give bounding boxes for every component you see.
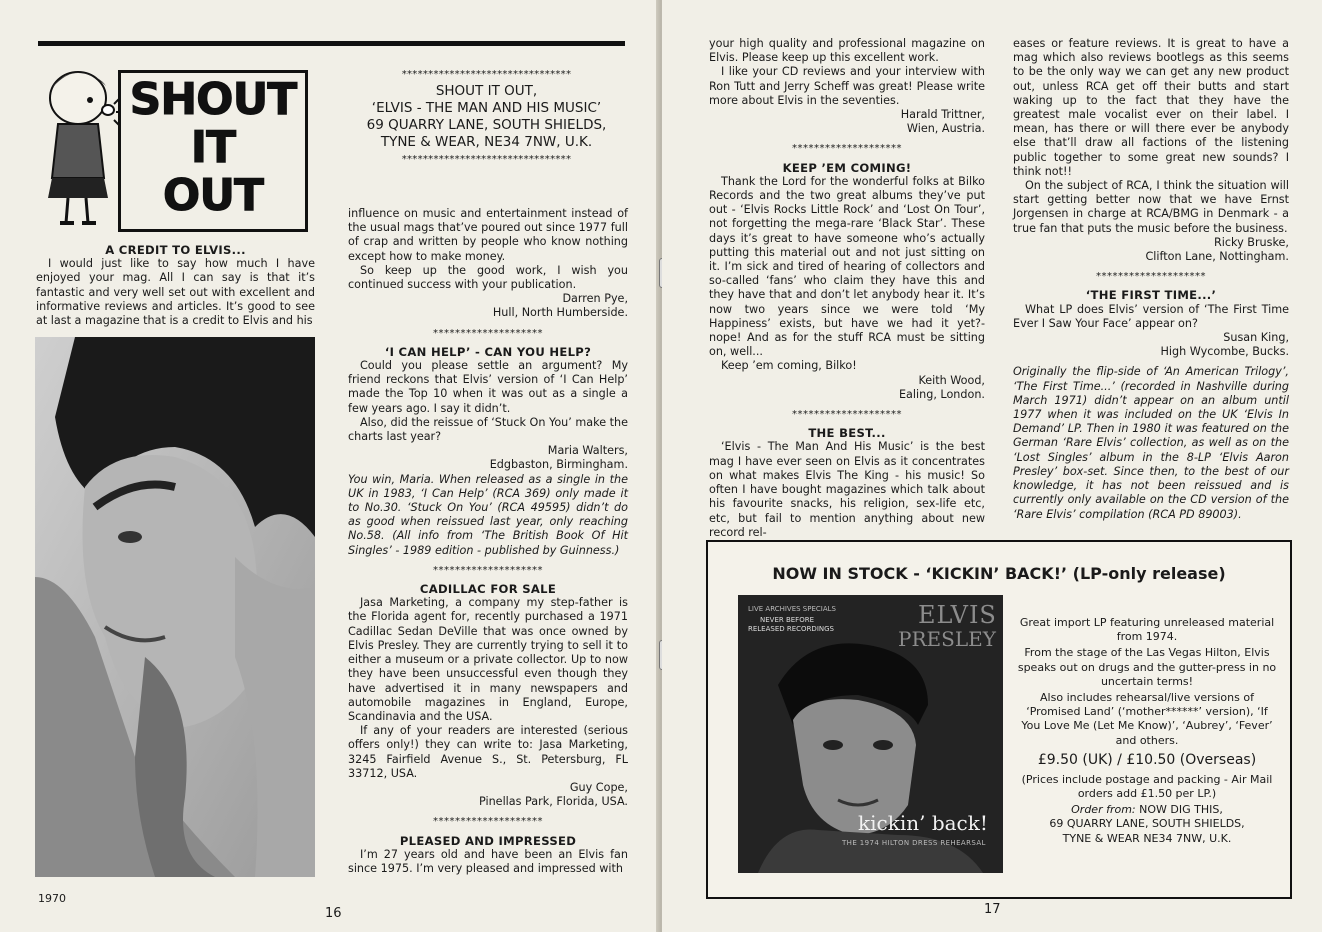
letter-heading: A CREDIT TO ELVIS... [105, 243, 246, 257]
letter-signature: Harald Trittner, [900, 108, 985, 122]
order-line: NOW DIG THIS, [1139, 803, 1223, 817]
letter-signature: Maria Walters, [547, 444, 628, 458]
letter-body: So keep up the good work, I wish you continued success with your publication. [348, 263, 628, 292]
elvis-1970-photo [35, 337, 315, 877]
letter-signature-place: Hull, North Humberside. [492, 306, 628, 320]
order-line: TYNE & WEAR NE34 7NW, U.K. [1062, 831, 1232, 845]
letter-body: Could you please settle an argument? My friend reckons that Elvis’ version of ‘I Can Help’ made the Top 10 when it was out as a single a few years ago. I say it didn’t. [348, 359, 628, 415]
letter-heading: CADILLAC FOR SALE [419, 582, 557, 597]
page-number: 16 [325, 906, 342, 921]
letter-signature-place: High Wycombe, Bucks. [1160, 345, 1289, 359]
letter-body: Keep ’em coming, Bilko! [721, 359, 857, 373]
cover-label: RELEASED RECORDINGS [748, 625, 834, 633]
cover-artist: PRESLEY [898, 627, 996, 651]
stars-divider: ******************** [433, 327, 543, 339]
letter-signature: Ricky Bruske, [1213, 235, 1289, 249]
stars-divider: ******************** [1096, 271, 1206, 283]
letter-body: I like your CD reviews and your interview with Ron Tutt and Jerry Scheff was great! Please write more about Elvis in the seventies. [709, 65, 985, 107]
stars-divider: ******************** [792, 409, 902, 421]
cover-title: kickin’ back! [858, 811, 988, 835]
editor-reply: Originally the flip-side of ‘An American Trilogy’, ‘The First Time...’ (recorded in Nashville during March 1971) didn’t appear on an album until 1977 when it was included on the UK ‘Elvis In Demand’ LP. Then in 1980 it was featured on the German ‘Rare Elvis’ collection, as well as on the ‘Lost Singles’ album in the 8-LP ‘Elvis Aaron Presley’ box-set. Since then, to the best of our knowledge, it has not been reissued and is currently only available on the CD version of the ‘Rare Elvis’ compilation (RCA PD 89003). [1013, 365, 1289, 521]
advert-line: From the stage of the Las Vegas Hilton, Elvis speaks out on drugs and the gutter-press in no uncertain terms! [1017, 646, 1277, 688]
letter-body: Thank the Lord for the wonderful folks at Bilko Records and the two great albums they’ve put out - ‘Elvis Rocks Little Rock’ and ‘Lost On Tour’, not forgetting the mega-rare ‘Black Star’. These days it’s great to have someone who’s actually putting this material out and not just sitting on it. I’m sick and tired of hearing of collectors and so-called ‘fans’ who claim they have this and they have that and don’t let anybody hear it. It’s now two years since we were told ‘My Happiness’ exists, but have we had it yet?- nope! And as for the stuff RCA must be sitting on, well... [709, 174, 985, 359]
letter-heading: ‘I CAN HELP’ - CAN YOU HELP? [384, 344, 592, 359]
stars-divider: ******************** [792, 143, 902, 155]
letter-body: If any of your readers are interested (serious offers only!) they can write to: Jasa Marketing, 3245 Fairfield Avenue S., St. Petersburg, FL 33712, USA. [348, 724, 628, 780]
letters-column-2 [348, 207, 628, 876]
shouting-figure-illustration [38, 58, 120, 228]
logo-line-1: SHOUT [129, 74, 297, 125]
kickin-back-advert [706, 540, 1292, 899]
letter-body: I would just like to say how much I have enjoyed your mag. All I can say is that it’s fantastic and very well set out with excellent and informative reviews and articles. It’s good to see at last a magazine that is a credit to Elvis and his [36, 257, 315, 328]
logo-line-2: IT [190, 122, 236, 173]
letters-column-3 [709, 37, 985, 540]
letter-signature-place: Ealing, London. [898, 387, 985, 401]
address-line: SHOUT IT OUT, [435, 83, 538, 99]
letters-column-4 [1013, 37, 1289, 522]
letter-signature: Keith Wood, [918, 373, 985, 387]
order-line: 69 QUARRY LANE, SOUTH SHIELDS, [1049, 817, 1245, 831]
cover-label: LIVE ARCHIVES SPECIALS [748, 605, 836, 613]
cover-artist: ELVIS [918, 601, 997, 629]
photo-caption: 1970 [38, 892, 66, 905]
editor-reply: You win, Maria. When released as a single in the UK in 1983, ‘I Can Help’ (RCA 369) only made it to No.30. ‘Stuck On You’ (RCA 49595) didn’t do as good when reissued last year, only reaching No.58. (All info from ‘The British Book Of Hit Singles’ - 1989 edition - published by Guinness.) [348, 472, 628, 557]
cover-label: NEVER BEFORE [760, 616, 815, 624]
letter-body: Also, did the reissue of ‘Stuck On You’ make the charts last year? [348, 415, 629, 444]
logo-line-3: OUT [162, 170, 264, 221]
letter-signature: Susan King, [1223, 331, 1289, 345]
album-cover-image [738, 595, 1003, 873]
letter-body: On the subject of RCA, I think the situation will start getting better now that we have Ernst Jorgensen in charge at RCA/BMG in Denmark - a true fan that puts the music before the business. [1013, 179, 1289, 235]
advert-line: Great import LP featuring unreleased material from 1974. [1019, 616, 1275, 644]
letter-signature-place: Wien, Austria. [906, 122, 985, 136]
page-16 [0, 0, 660, 932]
letter-heading: KEEP ’EM COMING! [782, 160, 912, 175]
letter-signature-place: Clifton Lane, Nottingham. [1145, 250, 1289, 264]
letter-signature: Darren Pye, [562, 292, 628, 306]
letter-signature-place: Edgbaston, Birmingham. [489, 458, 628, 472]
advert-line: Also includes rehearsal/live versions of ‘Promised Land’ (‘mother******’ version), ‘If You Love Me (Let Me Know)’, ‘Aubrey’, ‘Fever’ and others. [1021, 691, 1273, 747]
advert-title: NOW IN STOCK - ‘KICKIN’ BACK!’ (LP-only release) [772, 564, 1226, 583]
stars-divider: ******************************** [401, 69, 572, 80]
address-line: ‘ELVIS - THE MAN AND HIS MUSIC’ [371, 100, 602, 116]
advert-price-note: (Prices include postage and packing - Air Mail orders add £1.50 per LP.) [1021, 772, 1273, 801]
letter-heading: ‘THE FIRST TIME...’ [1085, 288, 1217, 303]
letter-body: I’m 27 years old and have been an Elvis fan since 1975. I’m very pleased and impressed with [348, 847, 628, 875]
address-line: TYNE & WEAR, NE34 7NW, U.K. [380, 134, 593, 150]
cover-subtitle: THE 1974 HILTON DRESS REHEARSAL [842, 839, 986, 847]
order-label: Order from: [1071, 803, 1136, 817]
letter-body: ‘Elvis - The Man And His Music’ is the best mag I have ever seen on Elvis as it concentrates on what makes Elvis The King - his music! So often I have bought magazines which talk about his favourite snacks, his religion, sex-life etc, etc, but fail to mention anything about new record rel- [709, 440, 985, 539]
stars-divider: ******************** [433, 816, 543, 828]
order-info [1016, 803, 1278, 817]
shout-it-out-logo [118, 70, 308, 232]
stars-divider: ******************************** [401, 154, 572, 165]
letter-signature: Guy Cope, [569, 780, 628, 794]
page-number: 17 [984, 902, 1001, 917]
address-block [345, 66, 628, 168]
advert-text [1016, 616, 1278, 846]
letter-body: Jasa Marketing, a company my step-father is the Florida agent for, recently purchased a 1971 Cadillac Sedan DeVille that was once owned by Elvis Presley. They are currently trying to sell it to either a museum or a private collector. Up to now they have been unsuccessful even though they have advertised it in many newspapers and automobile magazines in England, Europe, Scandinavia and the USA. [348, 596, 628, 723]
advert-price: £9.50 (UK) / £10.50 (Overseas) [1037, 751, 1257, 768]
stars-divider: ******************** [433, 564, 543, 576]
letter-heading: THE BEST... [808, 426, 886, 441]
letter-signature-place: Pinellas Park, Florida, USA. [478, 795, 628, 809]
letter-body: influence on music and entertainment instead of the usual mags that’ve poured out since 1977 full of crap and written by people who know nothing except how to make money. [348, 207, 628, 263]
letter-heading: PLEASED AND IMPRESSED [399, 833, 577, 848]
letter-body: eases or feature reviews. It is great to have a mag which also reviews bootlegs as this seems to be the only way we can get any new product out, unless RCA get off their butts and start waking up to the fact that they have the greatest male vocalist ever on their label. I mean, has there or will there ever be anybody else that’ll draw all factions of the listening public together to some great new sounds? I think not!! [1013, 37, 1289, 178]
top-rule [38, 41, 625, 46]
letter-credit-to-elvis [36, 243, 315, 328]
address-line: 69 QUARRY LANE, SOUTH SHIELDS, [366, 117, 607, 133]
letter-body: your high quality and professional magazine on Elvis. Please keep up this excellent work. [709, 37, 985, 65]
letter-body: What LP does Elvis’ version of ‘The First Time Ever I Saw Your Face’ appear on? [1013, 302, 1289, 330]
